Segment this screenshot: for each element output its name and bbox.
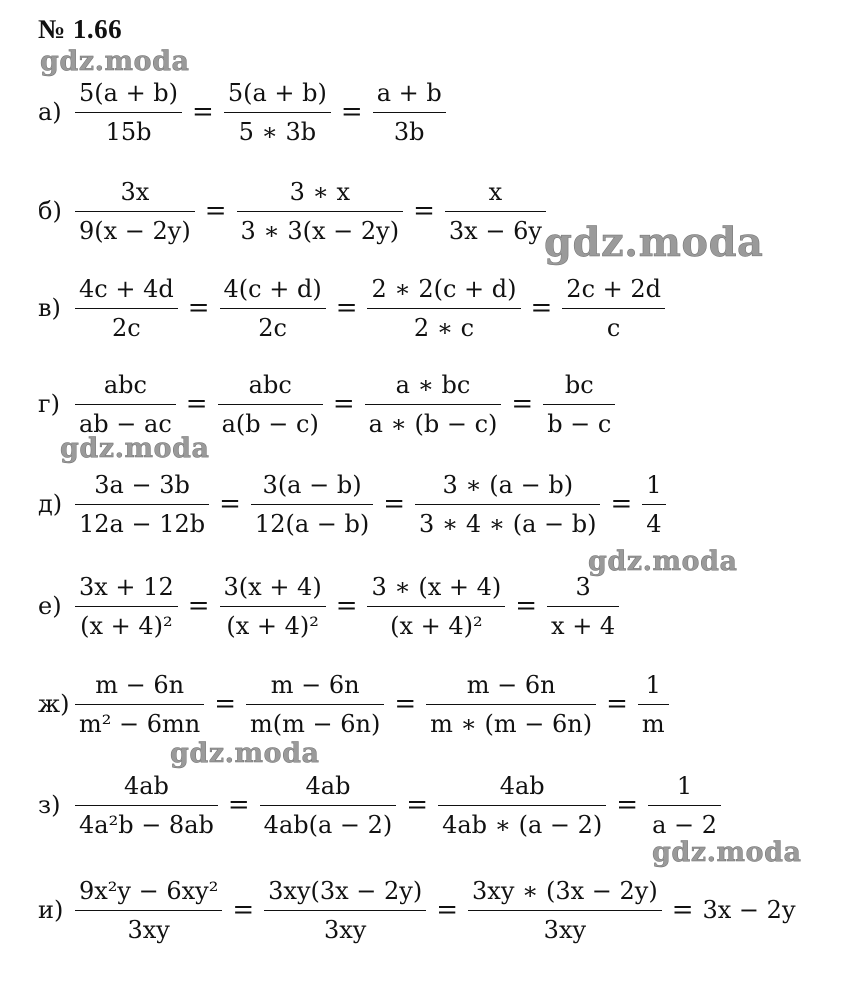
numerator: x bbox=[488, 177, 503, 206]
fraction bbox=[74, 771, 219, 840]
denominator: ab − ac bbox=[79, 409, 172, 438]
equation-row-g bbox=[38, 366, 616, 442]
equals-sign: = bbox=[185, 389, 208, 419]
denominator: 2c bbox=[258, 313, 287, 342]
fraction bbox=[217, 370, 324, 439]
numerator: a + b bbox=[376, 78, 442, 107]
numerator: 9x²y − 6xy² bbox=[79, 876, 219, 905]
fraction bbox=[372, 78, 447, 147]
numerator: m − 6n bbox=[270, 670, 360, 699]
denominator: m² − 6mn bbox=[79, 709, 201, 738]
equation-row-b bbox=[38, 173, 547, 249]
equals-sign: = bbox=[610, 489, 633, 519]
denominator: 3x − 6y bbox=[448, 216, 542, 245]
numerator: abc bbox=[103, 370, 147, 399]
fraction bbox=[74, 572, 179, 641]
numerator: 3xy ∗ (3x − 2y) bbox=[472, 876, 658, 905]
fraction bbox=[250, 470, 374, 539]
result-expression: 3x − 2y bbox=[702, 896, 796, 924]
denominator: 4ab ∗ (a − 2) bbox=[442, 810, 603, 839]
numerator: 3 ∗ (x + 4) bbox=[371, 572, 502, 601]
fraction bbox=[74, 78, 183, 147]
denominator: 3 ∗ 3(x − 2y) bbox=[240, 216, 400, 245]
equals-sign: = bbox=[332, 389, 355, 419]
numerator: 3x bbox=[120, 177, 150, 206]
denominator: 5 ∗ 3b bbox=[238, 117, 317, 146]
numerator: 4ab bbox=[305, 771, 351, 800]
denominator: 4a²b − 8ab bbox=[79, 810, 214, 839]
exercise-title: № 1.66 bbox=[38, 14, 123, 44]
fraction bbox=[561, 274, 666, 343]
watermark: gdz.moda bbox=[60, 433, 210, 464]
item-label: и) bbox=[38, 896, 64, 924]
denominator: 3xy bbox=[543, 915, 587, 944]
fraction bbox=[467, 876, 663, 945]
denominator: a(b − c) bbox=[221, 409, 319, 438]
equals-sign: = bbox=[394, 689, 417, 719]
fraction bbox=[219, 274, 327, 343]
equals-sign: = bbox=[340, 97, 363, 127]
fraction bbox=[437, 771, 607, 840]
fraction bbox=[637, 670, 670, 739]
item-label: е) bbox=[38, 592, 62, 620]
denominator: b − c bbox=[547, 409, 612, 438]
item-label: б) bbox=[38, 197, 62, 225]
fraction bbox=[259, 771, 398, 840]
fraction bbox=[444, 177, 547, 246]
denominator: m bbox=[641, 709, 665, 738]
denominator: 9(x − 2y) bbox=[79, 216, 191, 245]
equals-sign: = bbox=[606, 689, 628, 719]
watermark: gdz.moda bbox=[544, 219, 764, 266]
item-label: а) bbox=[38, 98, 62, 126]
item-label: з) bbox=[38, 791, 61, 819]
equation-row-zh bbox=[38, 666, 670, 742]
equals-sign: = bbox=[671, 895, 694, 925]
equals-sign: = bbox=[616, 790, 639, 820]
equals-sign: = bbox=[511, 389, 534, 419]
numerator: 4c + 4d bbox=[79, 274, 174, 303]
equals-sign: = bbox=[335, 293, 358, 323]
denominator: c bbox=[606, 313, 621, 342]
fraction bbox=[364, 370, 503, 439]
fraction bbox=[74, 670, 205, 739]
numerator: 1 bbox=[646, 470, 662, 499]
denominator: 3 ∗ 4 ∗ (a − b) bbox=[419, 509, 597, 538]
numerator: 4(c + d) bbox=[223, 274, 322, 303]
equals-sign: = bbox=[406, 790, 429, 820]
numerator: 2 ∗ 2(c + d) bbox=[371, 274, 517, 303]
watermark: gdz.moda bbox=[652, 837, 802, 868]
fraction bbox=[74, 876, 223, 945]
fraction bbox=[366, 274, 521, 343]
equals-sign: = bbox=[530, 293, 553, 323]
fraction bbox=[366, 572, 506, 641]
denominator: 15b bbox=[105, 117, 152, 146]
fraction bbox=[641, 470, 666, 539]
denominator: (x + 4)² bbox=[390, 611, 483, 640]
numerator: 3 ∗ x bbox=[289, 177, 350, 206]
fraction bbox=[223, 78, 332, 147]
denominator: 12(a − b) bbox=[254, 509, 370, 538]
numerator: 3 ∗ (a − b) bbox=[442, 470, 574, 499]
numerator: a ∗ bc bbox=[395, 370, 471, 399]
equals-sign: = bbox=[227, 790, 250, 820]
numerator: bc bbox=[564, 370, 594, 399]
denominator: m(m − 6n) bbox=[250, 709, 381, 738]
numerator: 5(a + b) bbox=[227, 78, 327, 107]
fraction bbox=[647, 771, 722, 840]
numerator: m − 6n bbox=[95, 670, 185, 699]
equals-sign: = bbox=[187, 591, 210, 621]
denominator: m ∗ (m − 6n) bbox=[430, 709, 593, 738]
denominator: (x + 4)² bbox=[80, 611, 173, 640]
numerator: 4ab bbox=[499, 771, 545, 800]
fraction bbox=[263, 876, 427, 945]
fraction bbox=[414, 470, 601, 539]
watermark: gdz.moda bbox=[588, 546, 738, 577]
numerator: 3 bbox=[575, 572, 591, 601]
equals-sign: = bbox=[214, 689, 237, 719]
equals-sign: = bbox=[192, 97, 214, 127]
numerator: 3xy(3x − 2y) bbox=[268, 876, 423, 905]
numerator: m − 6n bbox=[466, 670, 556, 699]
fraction bbox=[74, 177, 196, 246]
numerator: 1 bbox=[645, 670, 661, 699]
equation-row-d bbox=[38, 466, 667, 542]
equals-sign: = bbox=[187, 293, 210, 323]
item-label: д) bbox=[38, 490, 63, 518]
equals-sign: = bbox=[413, 196, 435, 226]
fraction bbox=[546, 572, 620, 641]
numerator: 3(x + 4) bbox=[223, 572, 322, 601]
numerator: 3a − 3b bbox=[94, 470, 190, 499]
fraction bbox=[245, 670, 385, 739]
equals-sign: = bbox=[232, 895, 255, 925]
item-label: в) bbox=[38, 294, 61, 322]
numerator: 5(a + b) bbox=[79, 78, 179, 107]
equals-sign: = bbox=[515, 591, 538, 621]
equation-row-e bbox=[38, 568, 620, 644]
equals-sign: = bbox=[335, 591, 358, 621]
denominator: a − 2 bbox=[652, 810, 718, 839]
fraction bbox=[74, 370, 177, 439]
equals-sign: = bbox=[204, 196, 227, 226]
denominator: 4ab(a − 2) bbox=[263, 810, 393, 839]
fraction bbox=[542, 370, 616, 439]
equation-row-i bbox=[38, 872, 796, 948]
fraction bbox=[219, 572, 327, 641]
numerator: 3x + 12 bbox=[79, 572, 174, 601]
watermark: gdz.moda bbox=[170, 738, 320, 769]
denominator: 12a − 12b bbox=[79, 509, 206, 538]
numerator: 3(a − b) bbox=[262, 470, 362, 499]
equation-row-a bbox=[38, 74, 447, 150]
denominator: 4 bbox=[646, 509, 662, 538]
denominator: a ∗ (b − c) bbox=[368, 409, 498, 438]
equation-row-v bbox=[38, 270, 666, 346]
equals-sign: = bbox=[383, 489, 406, 519]
equals-sign: = bbox=[219, 489, 241, 519]
denominator: 2c bbox=[112, 313, 141, 342]
denominator: x + 4 bbox=[551, 611, 616, 640]
denominator: 3xy bbox=[324, 915, 367, 944]
denominator: 3b bbox=[393, 117, 425, 146]
fraction bbox=[74, 274, 179, 343]
numerator: 4ab bbox=[123, 771, 169, 800]
watermark: gdz.moda bbox=[40, 46, 190, 77]
equals-sign: = bbox=[436, 895, 459, 925]
numerator: abc bbox=[248, 370, 292, 399]
denominator: 2 ∗ c bbox=[413, 313, 475, 342]
item-label: ж) bbox=[38, 690, 70, 718]
fraction bbox=[74, 470, 210, 539]
denominator: 3xy bbox=[127, 915, 170, 944]
numerator: 2c + 2d bbox=[566, 274, 662, 303]
numerator: 1 bbox=[676, 771, 693, 800]
fraction bbox=[236, 177, 405, 246]
denominator: (x + 4)² bbox=[226, 611, 319, 640]
equation-row-z bbox=[38, 767, 722, 843]
fraction bbox=[425, 670, 597, 739]
item-label: г) bbox=[38, 390, 60, 418]
